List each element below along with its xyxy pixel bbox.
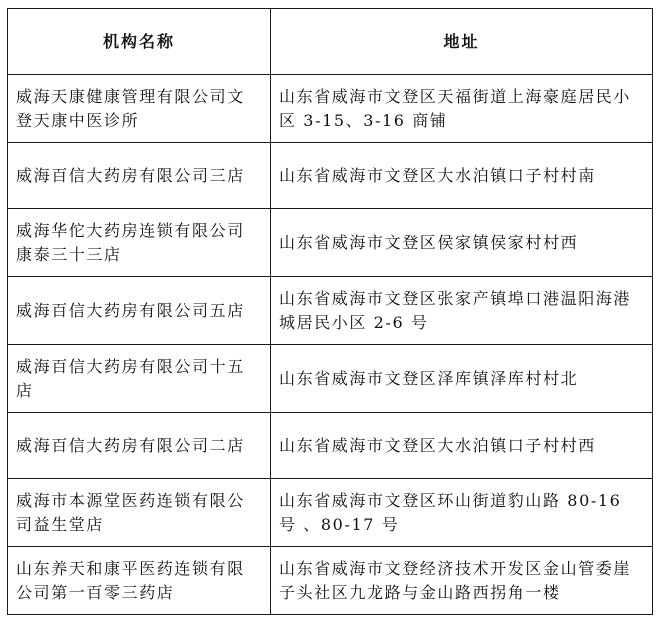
table-row: [8, 547, 653, 615]
header-institution-name: 机构名称: [8, 9, 271, 75]
address-cell: 山东省威海市文登经济技术开发区金山管委崖子头社区九龙路与金山路西拐角一楼: [271, 547, 653, 615]
table-row: [8, 413, 653, 479]
table-row: [8, 345, 653, 413]
institution-name-cell: 威海百信大药房有限公司二店: [8, 413, 271, 479]
table-header-row: [8, 9, 653, 75]
table-row: [8, 75, 653, 143]
address-cell: 山东省威海市文登区侯家镇侯家村村西: [271, 209, 653, 277]
institution-name-cell: 威海百信大药房有限公司十五店: [8, 345, 271, 413]
institution-name-cell: 山东养天和康平医药连锁有限公司第一百零三药店: [8, 547, 271, 615]
institution-name-cell: 威海华佗大药房连锁有限公司康泰三十三店: [8, 209, 271, 277]
table-row: [8, 479, 653, 547]
address-cell: 山东省威海市文登区天福街道上海豪庭居民小区 3-15、3-16 商铺: [271, 75, 653, 143]
table-row: [8, 209, 653, 277]
institution-name-cell: 威海百信大药房有限公司三店: [8, 143, 271, 209]
address-cell: 山东省威海市文登区大水泊镇口子村村西: [271, 413, 653, 479]
institution-name-cell: 威海市本源堂医药连锁有限公司益生堂店: [8, 479, 271, 547]
table-row: [8, 277, 653, 345]
address-cell: 山东省威海市文登区泽库镇泽库村村北: [271, 345, 653, 413]
table-row: [8, 143, 653, 209]
address-cell: 山东省威海市文登区大水泊镇口子村村南: [271, 143, 653, 209]
institution-address-table: [7, 8, 653, 615]
institution-name-cell: 威海百信大药房有限公司五店: [8, 277, 271, 345]
address-cell: 山东省威海市文登区环山街道豹山路 80-16 号 、80-17 号: [271, 479, 653, 547]
address-cell: 山东省威海市文登区张家产镇埠口港温阳海港城居民小区 2-6 号: [271, 277, 653, 345]
institution-name-cell: 威海天康健康管理有限公司文登天康中医诊所: [8, 75, 271, 143]
header-address: 地址: [271, 9, 653, 75]
